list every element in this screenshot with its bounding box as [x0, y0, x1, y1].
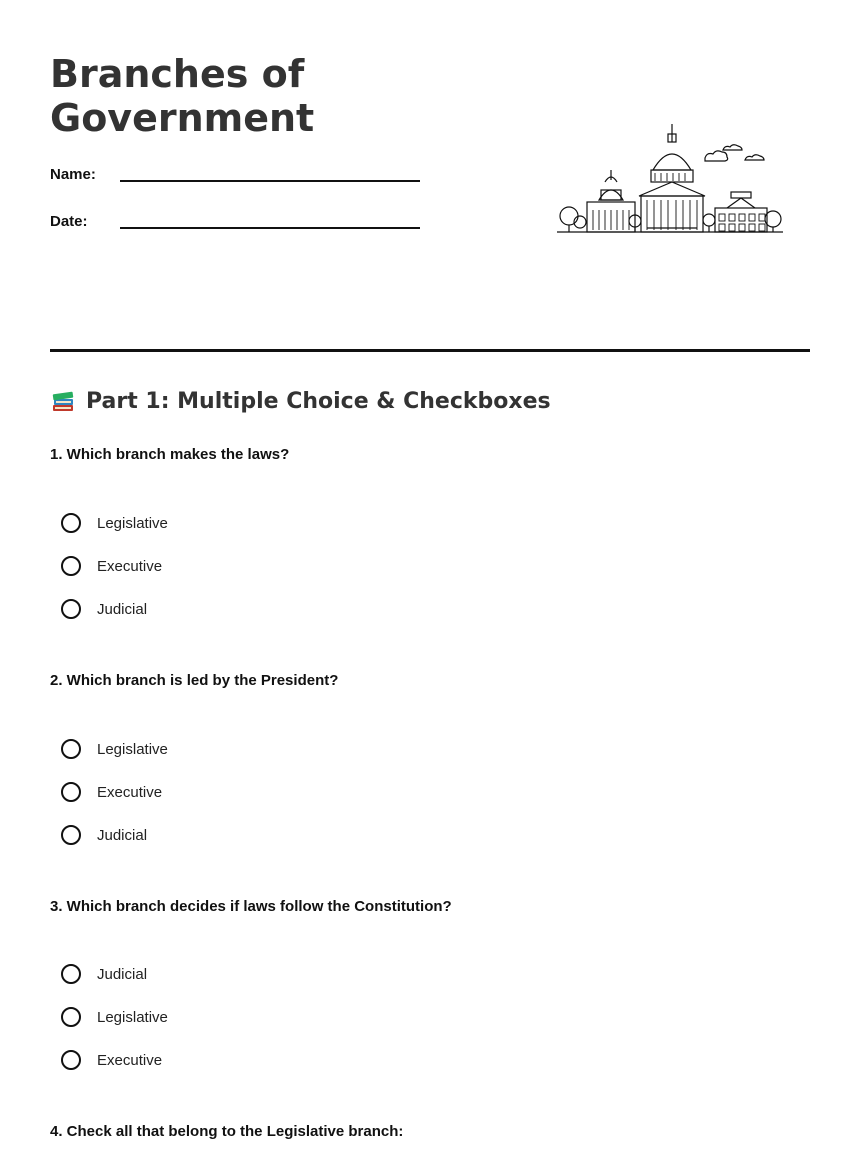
name-label: Name: [50, 166, 96, 183]
radio-button[interactable] [61, 1050, 81, 1070]
q2-option-2[interactable] [60, 779, 162, 805]
option-label: Judicial [97, 600, 148, 618]
question-1: 1. Which branch makes the laws? [50, 446, 290, 463]
name-line[interactable] [120, 180, 420, 182]
question-2: 2. Which branch is led by the President? [50, 672, 339, 689]
radio-button[interactable] [61, 825, 81, 845]
radio-button[interactable] [61, 739, 81, 759]
option-label: Executive [97, 1051, 163, 1069]
option-label: Executive [97, 783, 163, 801]
date-line[interactable] [120, 227, 420, 229]
capitol-building-icon [555, 120, 785, 235]
q1-option-2[interactable] [60, 553, 162, 579]
option-label: Legislative [97, 740, 168, 758]
part1-title: Part 1: Multiple Choice & Checkboxes [86, 388, 551, 414]
option-label: Executive [97, 557, 163, 575]
q2-option-1[interactable] [60, 736, 168, 762]
worksheet-title: Branches of Government [50, 52, 315, 140]
radio-button[interactable] [61, 964, 81, 984]
q3-option-3[interactable] [60, 1047, 162, 1073]
q1-option-3[interactable] [60, 596, 147, 622]
option-label: Legislative [97, 514, 168, 532]
radio-button[interactable] [61, 1007, 81, 1027]
radio-button[interactable] [61, 782, 81, 802]
option-label: Legislative [97, 1008, 168, 1026]
books-icon [50, 388, 76, 414]
q2-option-3[interactable] [60, 822, 147, 848]
question-3: 3. Which branch decides if laws follow the Constitution? [50, 898, 452, 915]
radio-button[interactable] [61, 599, 81, 619]
q3-option-1[interactable] [60, 961, 147, 987]
section-divider [50, 349, 810, 352]
question-4: 4. Check all that belong to the Legislative branch: [50, 1123, 404, 1140]
q1-option-1[interactable] [60, 510, 168, 536]
radio-button[interactable] [61, 556, 81, 576]
radio-button[interactable] [61, 513, 81, 533]
option-label: Judicial [97, 826, 148, 844]
option-label: Judicial [97, 965, 148, 983]
date-label: Date: [50, 213, 88, 230]
part1-heading [50, 388, 551, 414]
q3-option-2[interactable] [60, 1004, 168, 1030]
